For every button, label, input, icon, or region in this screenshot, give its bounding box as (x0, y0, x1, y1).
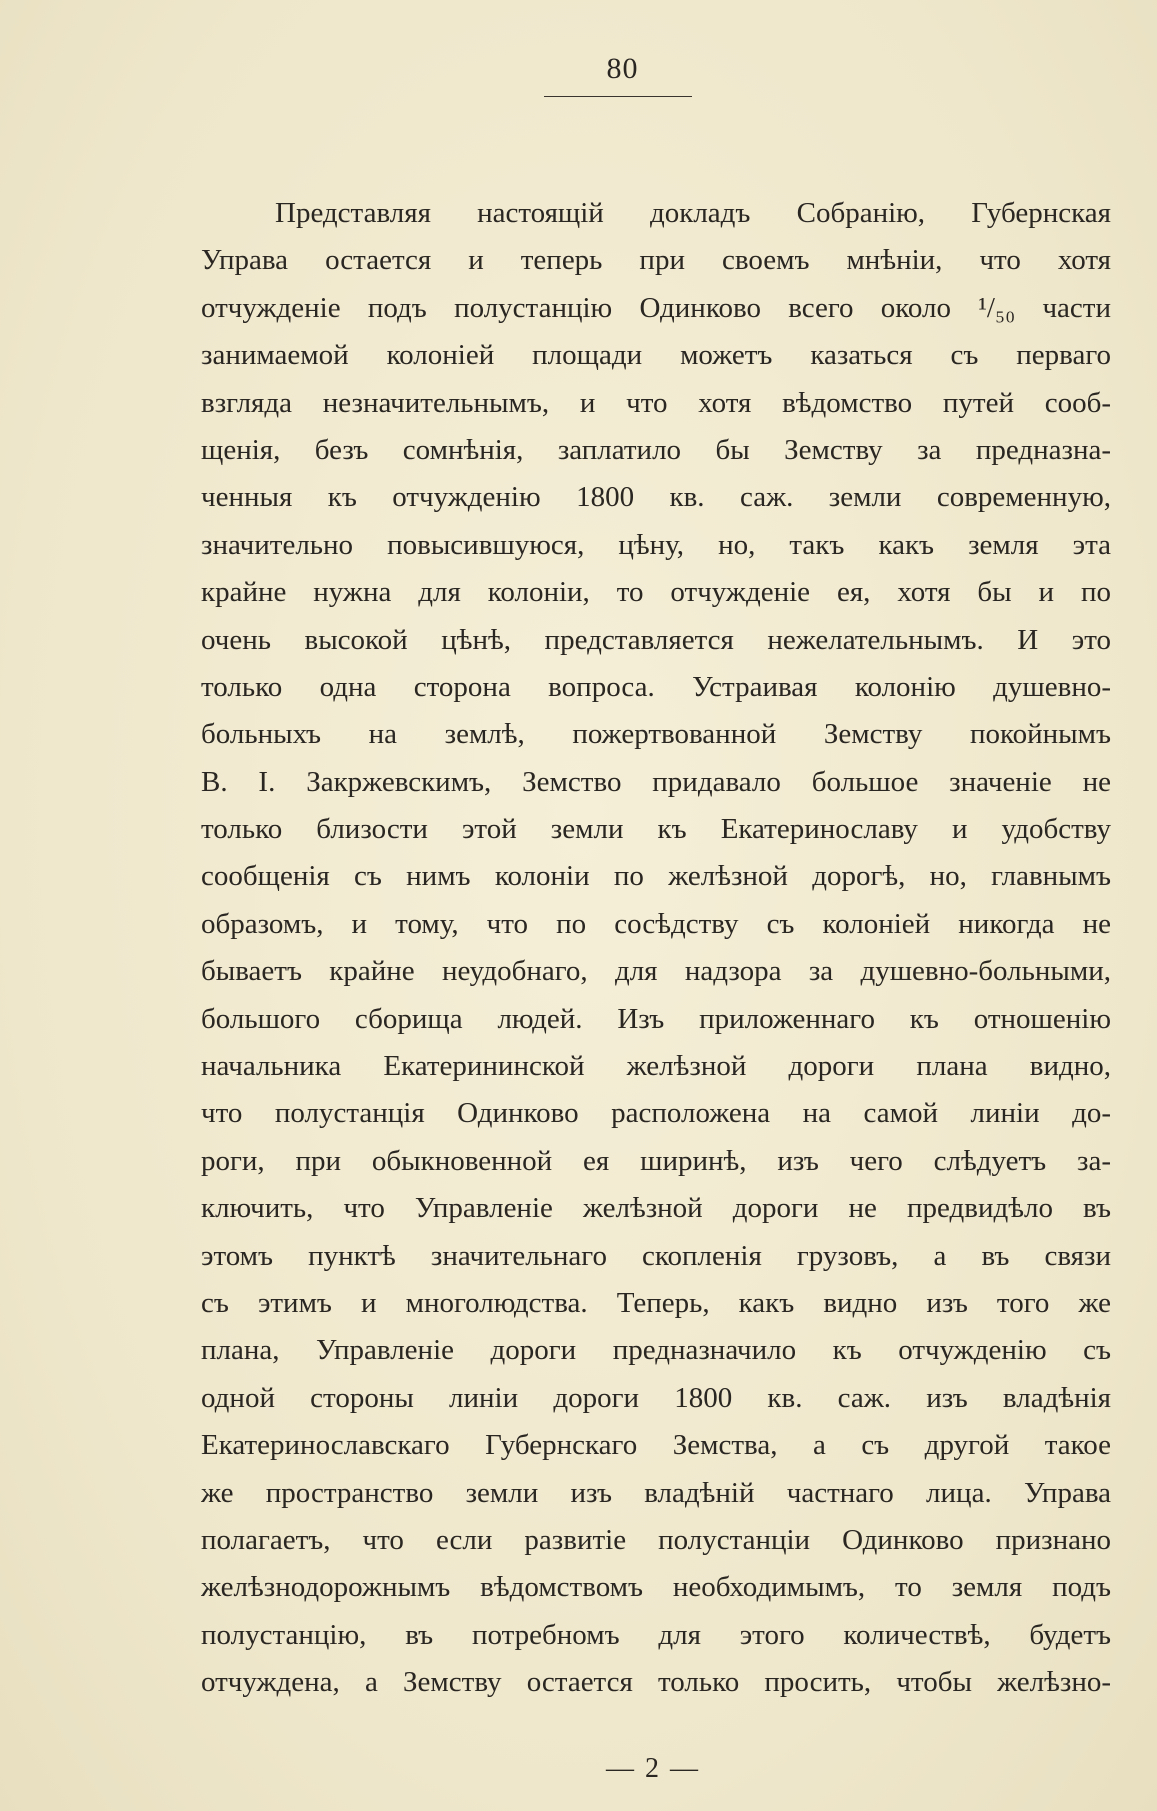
text-line: бываетъ крайне неудобнаго, для надзора за душевно-больными, (201, 955, 1111, 988)
text-line: этомъ пунктѣ значительнаго скопленія грузовъ, а въ связи (201, 1239, 1111, 1272)
text-line: отчуждена, а Земству остается только просить, чтобы желѣзно- (201, 1666, 1111, 1699)
text-line: только одна сторона вопроса. Устраивая колонію душевно- (201, 670, 1111, 703)
text-line: занимаемой колоніей площади можетъ казаться съ перваго (201, 339, 1111, 372)
text-line: очень высокой цѣнѣ, представляется нежелательнымъ. И это (201, 623, 1111, 656)
text-line: полустанцію, въ потребномъ для этого количествѣ, будетъ (201, 1618, 1111, 1651)
text-line: желѣзнодорожнымъ вѣдомствомъ необходимымъ, то земля подъ (201, 1571, 1111, 1604)
text-line: съ этимъ и многолюдства. Теперь, какъ видно изъ того же (201, 1286, 1111, 1319)
text-line: Управа остается и теперь при своемъ мнѣніи, что хотя (201, 244, 1111, 277)
text-line: полагаетъ, что если развитіе полустанціи Одинково признано (201, 1523, 1111, 1556)
text-line: Представляя настоящій докладъ Собранію, Губернская (275, 197, 1111, 229)
text-line: только близости этой земли къ Екатеринославу и удобству (201, 813, 1111, 846)
text-line: В. І. Закржевскимъ, Земство придавало большое значеніе не (201, 765, 1111, 798)
text-line: начальника Екатерининской желѣзной дороги плана видно, (201, 1050, 1111, 1083)
text-line: Екатеринославскаго Губернскаго Земства, а съ другой такое (201, 1429, 1111, 1462)
text-line: щенія, безъ сомнѣнія, заплатило бы Земству за предназна- (201, 433, 1111, 466)
text-line: большого сборища людей. Изъ приложеннаго къ отношенію (201, 1002, 1111, 1035)
text-line: отчужденіе подъ полустанцію Одинково всего около ¹/₅₀ части (201, 291, 1111, 324)
text-line: значительно повысившуюся, цѣну, но, такъ какъ земля эта (201, 528, 1111, 561)
text-line: одной стороны линіи дороги 1800 кв. саж. изъ владѣнія (201, 1381, 1111, 1414)
text-line: плана, Управленіе дороги предназначило къ отчужденію съ (201, 1334, 1111, 1367)
text-line: ченныя къ отчужденію 1800 кв. саж. земли современную, (201, 481, 1111, 514)
text-line: что полустанція Одинково расположена на самой линіи до- (201, 1097, 1111, 1130)
text-line: образомъ, и тому, что по сосѣдству съ колоніей никогда не (201, 907, 1111, 940)
body-text (201, 190, 1111, 1699)
page-number: 80 (606, 52, 639, 85)
text-line: сообщенія съ нимъ колоніи по желѣзной дорогѣ, но, главнымъ (201, 860, 1111, 893)
signature-label: — 2 — (606, 1753, 700, 1784)
header-rule (544, 96, 692, 97)
text-line: больныхъ на землѣ, пожертвованной Земству покойнымъ (201, 718, 1111, 751)
text-line: ключить, что Управленіе желѣзной дороги не предвидѣло въ (201, 1192, 1111, 1225)
text-line: же пространство земли изъ владѣній частнаго лица. Управа (201, 1476, 1111, 1509)
text-line: взгляда незначительнымъ, и что хотя вѣдомство путей сооб- (201, 386, 1111, 419)
text-line: крайне нужна для колоніи, то отчужденіе ея, хотя бы и по (201, 576, 1111, 609)
text-line: роги, при обыкновенной ея ширинѣ, изъ чего слѣдуетъ за- (201, 1144, 1111, 1177)
